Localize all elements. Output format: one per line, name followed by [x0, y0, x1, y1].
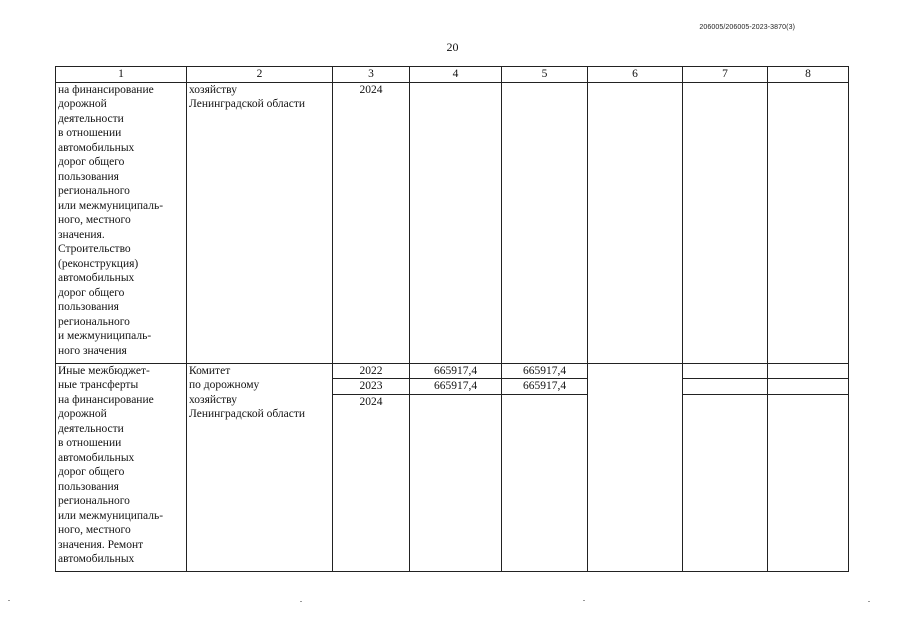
year-cell: 2022 [333, 363, 410, 379]
description-line: автомобильных [58, 451, 135, 464]
column-header: 6 [588, 67, 683, 83]
description-line: ного, местного [58, 214, 131, 226]
description-line: ного значения [58, 344, 127, 357]
table-row [56, 82, 849, 363]
column-header: 3 [333, 67, 410, 83]
value-cell-col8 [768, 363, 849, 379]
column-header: 7 [683, 67, 768, 83]
responsible-line: Ленинградской области [189, 408, 306, 420]
value-cell-col4 [410, 394, 502, 571]
responsible-line: Комитет [189, 364, 231, 377]
description-line: дорог общего [58, 156, 125, 168]
description-line: регионального [58, 185, 130, 197]
value-cell-col4 [410, 82, 502, 363]
description-line: значения. Ремонт [58, 538, 144, 551]
description-line: дорожной [58, 408, 107, 420]
value-cell-col5 [502, 82, 588, 363]
column-header: 4 [410, 67, 502, 83]
column-header: 2 [187, 67, 333, 83]
value-cell-col6 [588, 82, 683, 363]
program-description-cell [56, 363, 187, 571]
value-cell-col7 [683, 82, 768, 363]
description-line: автомобильных [58, 141, 135, 154]
responsible-line: по дорожному [189, 379, 260, 391]
description-line: на финансирование [58, 393, 154, 406]
column-header: 8 [768, 67, 849, 83]
description-line: деятельности [58, 112, 124, 125]
responsible-line: Ленинградской области [189, 98, 306, 110]
scan-speck [300, 601, 302, 602]
header-row [56, 67, 849, 83]
description-line: регионального [58, 495, 130, 507]
description-line: в отношении [58, 437, 122, 449]
program-description-cell [56, 82, 187, 363]
description-line: регионального [58, 315, 130, 328]
year-cell: 2024 [333, 82, 410, 363]
description-line: Иные межбюджет- [58, 364, 150, 377]
value-cell-col8 [768, 379, 849, 395]
description-line: ного, местного [58, 524, 131, 536]
budget-table [55, 66, 849, 572]
description-line: пользования [58, 301, 119, 313]
description-line: значения. [58, 228, 105, 241]
value-cell-col7 [683, 394, 768, 571]
page-number: 20 [446, 40, 459, 54]
description-line: дорожной [58, 98, 107, 110]
document-id: 206005/206005-2023-3870(3) [699, 24, 795, 31]
description-line: в отношении [58, 127, 122, 139]
column-header: 5 [502, 67, 588, 83]
value-cell-col5: 665917,4 [502, 379, 588, 395]
description-line: ные трансферты [58, 379, 139, 391]
description-line: дорог общего [58, 286, 125, 299]
description-line: (реконструкция) [58, 257, 139, 270]
value-cell-col7 [683, 379, 768, 395]
year-cell: 2023 [333, 379, 410, 395]
value-cell-col5: 665917,4 [502, 363, 588, 379]
description-line: Строительство [58, 243, 131, 255]
table-row [56, 363, 849, 379]
description-line: или межмуниципаль- [58, 509, 164, 522]
scan-speck [868, 601, 870, 602]
value-cell-col8 [768, 394, 849, 571]
value-cell-col6 [588, 363, 683, 571]
value-cell-col5 [502, 394, 588, 571]
value-cell-col4: 665917,4 [410, 363, 502, 379]
responsible-line: хозяйству [189, 393, 237, 406]
description-line: пользования [58, 480, 119, 493]
description-line: деятельности [58, 422, 124, 435]
responsible-body-cell [187, 82, 333, 363]
responsible-body-cell [187, 363, 333, 571]
description-line: и межмуниципаль- [58, 330, 152, 342]
column-header: 1 [56, 67, 187, 83]
description-line: дорог общего [58, 466, 125, 478]
description-line: на финансирование [58, 83, 154, 96]
value-cell-col4: 665917,4 [410, 379, 502, 395]
scan-speck [8, 600, 10, 601]
description-line: или межмуниципаль- [58, 199, 164, 212]
value-cell-col7 [683, 363, 768, 379]
description-line: автомобильных [58, 553, 135, 565]
description-line: пользования [58, 170, 119, 183]
scan-speck [583, 600, 585, 601]
responsible-line: хозяйству [189, 83, 237, 96]
description-line: автомобильных [58, 272, 135, 284]
value-cell-col8 [768, 82, 849, 363]
year-cell: 2024 [333, 394, 410, 571]
